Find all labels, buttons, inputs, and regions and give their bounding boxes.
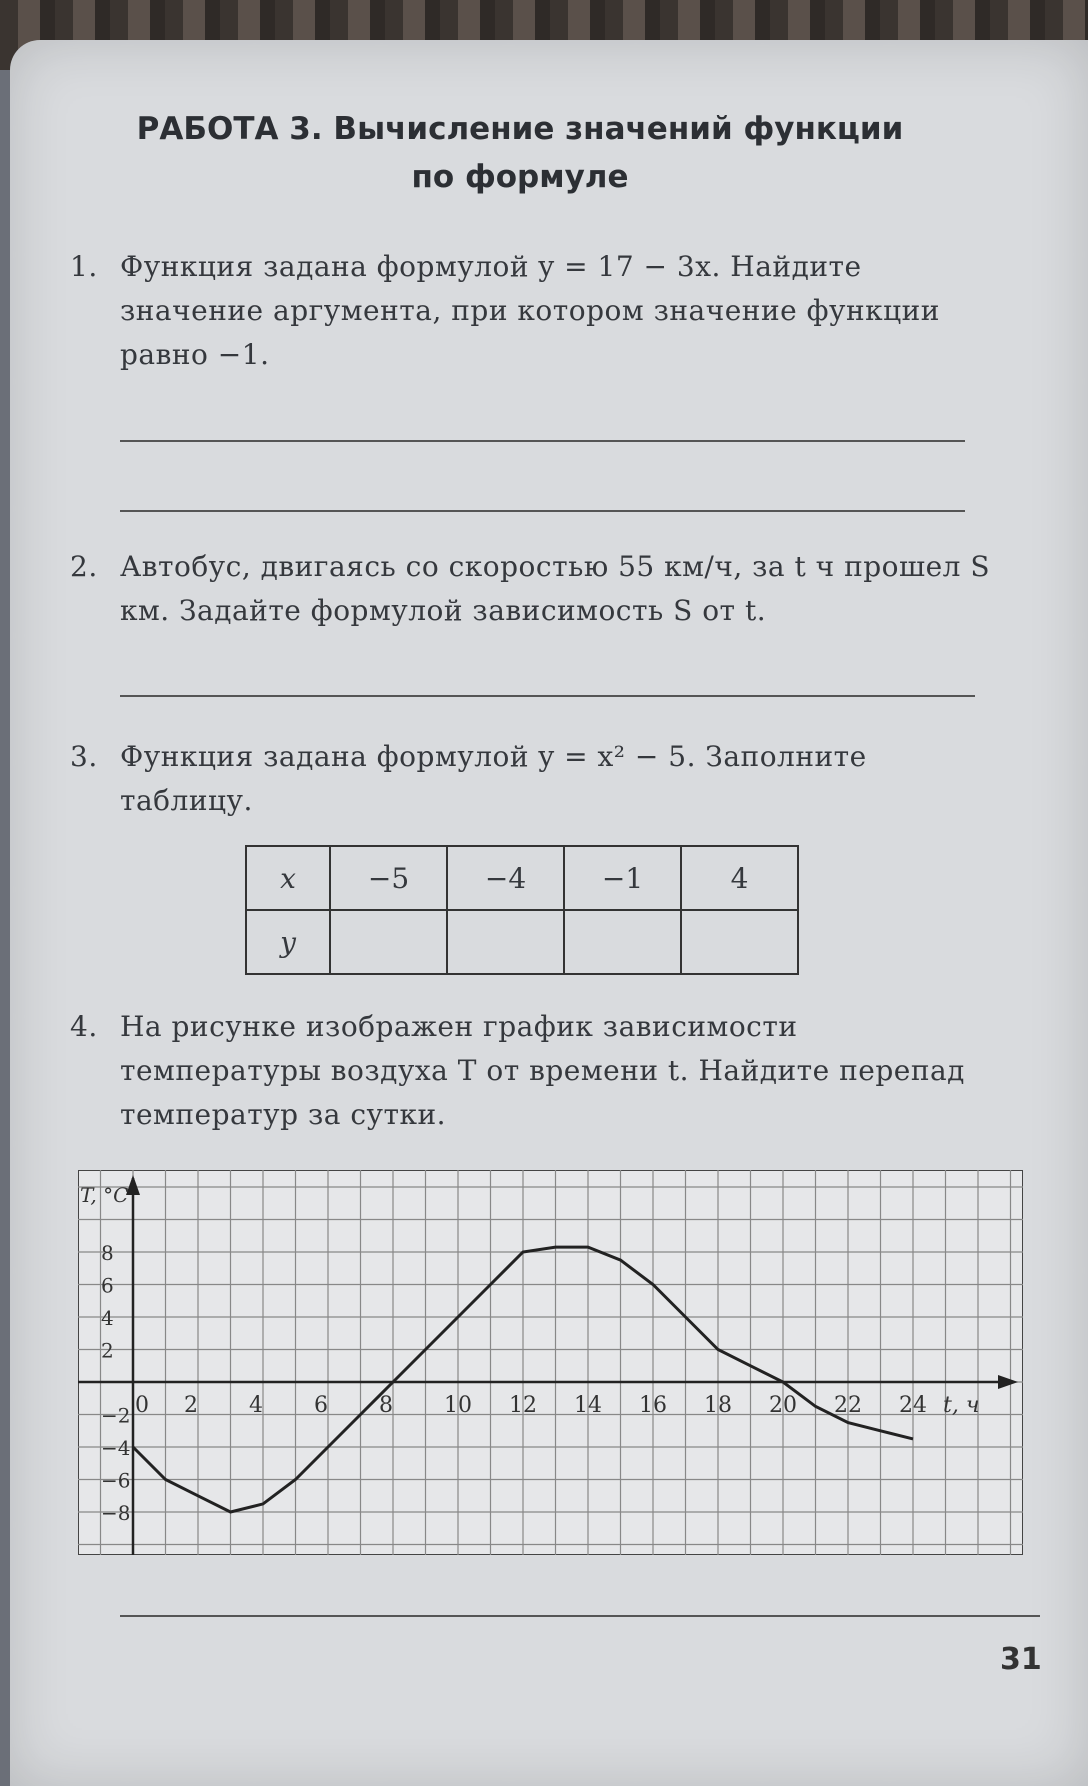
task-number: 1. xyxy=(70,250,98,283)
table-cell: 4 xyxy=(681,846,798,910)
table-cell: −4 xyxy=(447,846,564,910)
task-text: Автобус, двигаясь со скоростью 55 км/ч, за t ч прошел S км. Задайте формулой зависимость S от t. xyxy=(120,550,991,627)
x-tick-label: 24 xyxy=(899,1393,927,1418)
x-tick-label: 22 xyxy=(834,1393,862,1418)
x-tick-label: 6 xyxy=(314,1393,328,1418)
task-text: Функция задана формулой y = 17 − 3x. Найдите значение аргумента, при котором значение функции равно −1. xyxy=(120,250,940,371)
table-cell: −5 xyxy=(330,846,447,910)
y-tick-label: −8 xyxy=(101,1501,131,1525)
task-4 xyxy=(70,1005,990,1145)
x-tick-label: 8 xyxy=(379,1393,393,1418)
task-number: 2. xyxy=(70,550,98,583)
title-line-2: по формуле xyxy=(411,159,629,195)
y-tick-label: 6 xyxy=(101,1273,114,1298)
x-tick-label: 0 xyxy=(135,1393,149,1418)
y-tick-label: 8 xyxy=(101,1241,114,1265)
x-tick-label: 10 xyxy=(444,1393,472,1418)
page-number: 31 xyxy=(1000,1642,1042,1677)
answer-line xyxy=(120,440,965,442)
values-table xyxy=(245,845,799,975)
table-cell-empty[interactable] xyxy=(447,910,564,974)
answer-line xyxy=(120,510,965,512)
task-number: 4. xyxy=(70,1010,98,1043)
page-title xyxy=(120,105,920,201)
answer-line xyxy=(120,695,975,697)
table-cell-empty[interactable] xyxy=(564,910,681,974)
y-tick-label: 2 xyxy=(101,1338,114,1363)
chart-frame xyxy=(78,1170,1023,1555)
answer-line xyxy=(120,1615,1040,1617)
task-number: 3. xyxy=(70,740,98,773)
y-tick-label: 4 xyxy=(101,1306,114,1330)
x-axis-label: t, ч xyxy=(943,1393,980,1418)
table-row-y xyxy=(246,910,798,974)
task-text: На рисунке изображен график зависимости температуры воздуха T от времени t. Найдите перепад температур за сутки. xyxy=(120,1010,965,1131)
x-tick-label: 4 xyxy=(249,1393,263,1418)
y-tick-label: −6 xyxy=(101,1468,131,1493)
x-tick-label: 18 xyxy=(704,1393,732,1418)
x-tick-label: 12 xyxy=(509,1393,537,1418)
title-line-1: РАБОТА 3. Вычисление значений функции xyxy=(136,111,904,147)
x-tick-label: 14 xyxy=(574,1393,602,1418)
task-2 xyxy=(70,545,990,640)
table-cell: −1 xyxy=(564,846,681,910)
y-tick-label: −2 xyxy=(101,1403,131,1428)
table-row-x xyxy=(246,846,798,910)
task-1 xyxy=(70,245,990,385)
table-cell-empty[interactable] xyxy=(330,910,447,974)
table-cell: y xyxy=(246,910,330,974)
y-tick-label: −4 xyxy=(101,1436,131,1460)
table-cell-empty[interactable] xyxy=(681,910,798,974)
task-3 xyxy=(70,735,990,830)
y-axis-label: T, °C xyxy=(80,1183,129,1207)
temperature-chart xyxy=(78,1170,1023,1555)
table-cell: x xyxy=(246,846,330,910)
task-text: Функция задана формулой y = x² − 5. Заполните таблицу. xyxy=(120,740,867,817)
x-tick-label: 16 xyxy=(639,1393,667,1418)
x-tick-label: 20 xyxy=(769,1393,797,1418)
x-tick-label: 2 xyxy=(184,1393,198,1418)
